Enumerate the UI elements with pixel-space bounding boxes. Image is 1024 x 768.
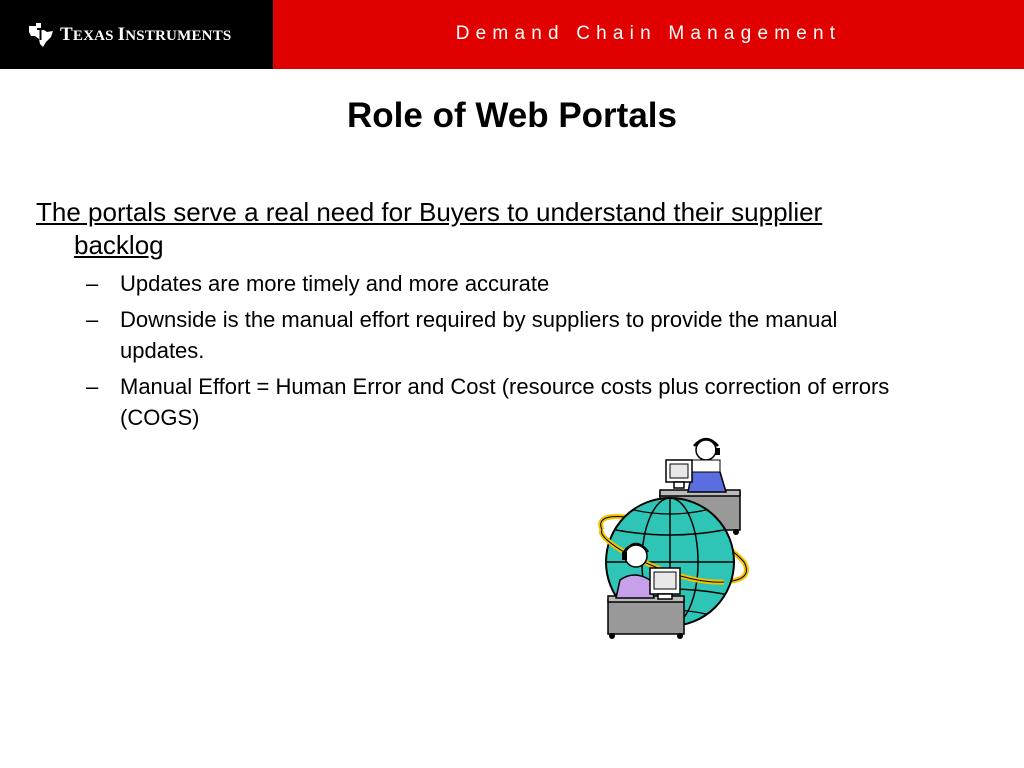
dash-marker: – — [86, 374, 99, 399]
company-name: TEXAS INSTRUMENTS — [60, 23, 232, 45]
ti-state-icon — [26, 20, 56, 50]
sub-bullet-text: Updates are more timely and more accurate — [120, 271, 550, 296]
sub-bullet — [36, 371, 916, 433]
back-monitor — [666, 460, 692, 488]
sub-bullet-text: Downside is the manual effort required by suppliers to provide the manual updates. — [120, 307, 838, 363]
dash-marker: – — [86, 271, 99, 296]
company-logo — [0, 0, 273, 69]
sub-bullet-list — [36, 268, 916, 433]
slide-title: Role of Web Portals — [347, 96, 677, 135]
globe-workstations-clipart — [594, 432, 754, 642]
main-bullet: The portals serve a real need for Buyers to understand their supplier backlog — [36, 197, 823, 260]
sub-bullet — [36, 268, 916, 299]
dash-marker: – — [86, 307, 99, 332]
header-title-bar — [273, 0, 1024, 69]
back-operator — [688, 439, 726, 492]
front-monitor — [650, 568, 680, 599]
sub-bullet-text: Manual Effort = Human Error and Cost (resource costs plus correction of errors (COGS) — [120, 374, 890, 430]
sub-bullet — [36, 304, 916, 366]
slide-header — [0, 0, 1024, 69]
slide-content — [36, 196, 916, 438]
front-desk — [608, 596, 684, 639]
header-title: Demand Chain Management — [455, 22, 842, 44]
